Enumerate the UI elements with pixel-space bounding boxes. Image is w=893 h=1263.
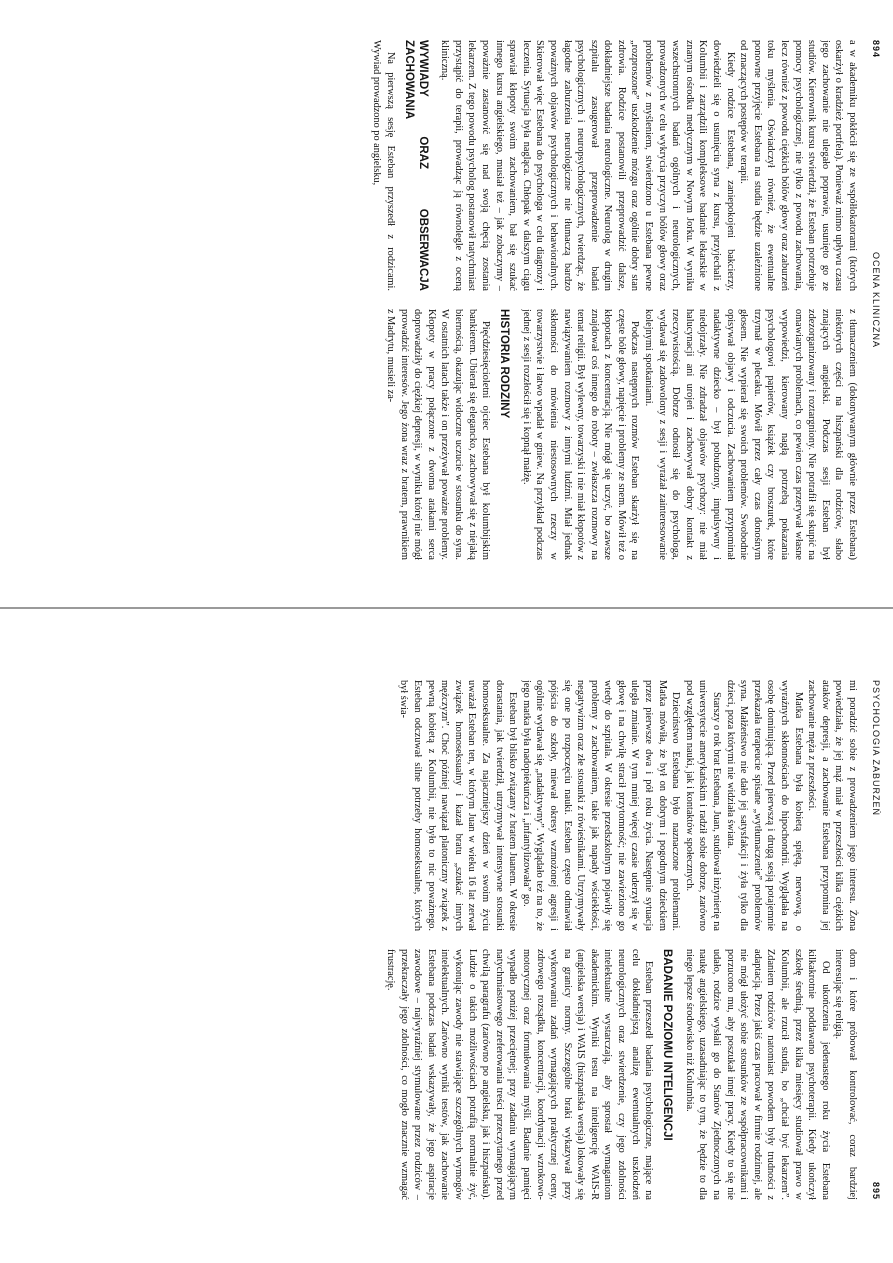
paragraph: Pięćdziesięcioletni ojciec Estebana był kolumbijskim bankierem. Ubierał się elegancko, zachowywał się z niejaką biernością, okazując widoczne uczucie w stosunku do syna. W ostatnich latach także i on przeżywał poważne problemy. Kłopoty w pracy połączone z dwoma atakami serca doprowadziły do ciężkiej depresji, w wyniku której nie mógł prowadzić interesów. Jego żona wraz z bratem, prawnikiem z Madrytu, musieli za- [385, 309, 492, 560]
paragraph: Starszy o rok brat Estebana, Juan, studiował inżynierię na uniwersytecie amerykańskim i radził sobie dobrze, zarówno pod względem nauki, jak i kontaktów społecznych. [683, 680, 723, 931]
page-fold-divider [0, 607, 893, 609]
section-heading: BADANIE POZIOMU INTELIGENCJI [661, 949, 674, 1141]
running-head [867, 40, 881, 560]
section-heading: WYWIADY ORAZ OBSERWACJA ZACHOWANIA [402, 40, 429, 291]
paragraph: z tłumaczeniem (dokonywanym głównie przez Estebana) niektórych części na hiszpański dla rodziców, słabo znających angielski. Podczas sesji Esteban był zdezorganizowany i roztargniony. Nie potrafił się skupić na omawianych problemach, co pewien czas przerywał własne wypowiedzi, kierowany nagłą potrzebą pokazania psychologowi papierów, książek czy broszurek, które trzymał w plecaku. Mówił przez cały czas donośnym głosem. Nie wypierał się swoich problemów. Swobodnie opisywał objawy i odczucia. Zachowaniem przypominał nadaktywne dziecko – był pobudzony, impulsywny i niedojrzały. Nie zdradzał objawów psychozy: nie miał halucynacji ani urojeń i zachowywał dobry kontakt z rzeczywistością. Dobrze odnosił się do psychologa, wydawał się zadowolony z sesji i wyrażał zainteresowanie kolejnymi spotkaniami. [643, 309, 858, 560]
page-894 [0, 0, 893, 600]
paragraph: Esteban przeszedł badania psychologiczne, mające na celu dokładniejszą analizę ewentualnych uszkodzeń neurologicznych oraz stwierdzenie, czy jego zdolności intelektualne wystarczają, aby sprostał wymaganiom akademickim. Wyniki testu na inteligencję WAIS-R (angielska wersja) i WAIS (hiszpańska wersja) lokowały się na granicy normy. Szczególne braki wykazywał przy wykonywaniu zadań wymagających praktycznej oceny, zdrowego rozsądku, koncentracji, koordynacji wzrokowo-motorycznej oraz formułowania myśli. Badanie pamięci wypadło poniżej przeciętnej; przy zadaniu wymagającym natychmiastowego zreferowania treści przeczytanego przed chwilą paragrafu (zarówno po angielsku, jak i hiszpańsku). Ludzie o takich możliwościach potrafią normalnie żyć, wykonując zawody nie stawiające szczególnych wymogów intelektualnych. Zarówno wyniki testów, jak zachowanie Estebana podczas badań wskazywały, że jego aspiracje zawodowe – najwyraźniej stymulowane przez rodziców – przekraczały jego zdolności, co mogło znacznie wzmagać frustrację. [385, 949, 655, 1200]
page-number: 894 [871, 40, 881, 59]
paragraph: Matka Estebana była kobietą spiętą, nerwową, o wyraźnych skłonnościach do hipochondrii. Wyglądała na osobę dominującą. Przed pierwszą i drugą sesją potajemnie przekazała terapeucie spisane „wytłumaczenie” problemów syna. Małżeństwo nie dało jej satysfakcji i żyła tylko dla dzieci, poza którymi nie widziała świata. [724, 680, 804, 931]
running-head-title: OCENA KLINICZNA [871, 251, 881, 349]
text-column [10, 309, 859, 560]
text-column [10, 40, 859, 291]
page-895 [0, 640, 893, 1240]
text-column [10, 949, 859, 1200]
paragraph: dom i które próbował kontrolować, coraz bardziej interesując się religią. [833, 949, 858, 1200]
running-head-title: PSYCHOLOGIA ZABURZEŃ [871, 680, 881, 817]
paragraph: Od ukończenia jedenastego roku życia Estebana kilkakrotnie poddawano psychoterapii. Kiedy ukończył szkołę średnią, przez kilka miesięcy studiował prawo w Kolumbii, ale rzucił studia, bo „chciał być lekarzem”. Zdaniem rodziców natomiast powodem były trudności z adaptacją. Przez jakiś czas pracował w firmie rodzinnej, ale nie mógł ułożyć sobie stosunków ze współpracownikami i porzucono mu, aby poszukał innej pracy. Kiedy to się nie udało, rodzice wysłali go do Stanów Zjednoczonych na naukę angielskiego, uzasadniając to tym, że będzie to dla niego lepsze środowisko niż Kolumbia. [683, 949, 831, 1200]
paragraph: Podczas następnych rozmów Esteban skarżył się na częste bóle głowy, napięcie i problemy ze snem. Mówił też o kłopotach z koncentracją. Nie mógł się uczyć, bo zawsze znajdował coś innego do roboty – zwłaszcza rozmowy na temat religii. Był wylewny, towarzyski i nie miał kłopotów z nawiązywaniem rozmowy z innymi ludźmi. Miał jednak skłonności do mówienia niestosownych rzeczy w towarzystwie i łatwo wpadał w gniew. Na przykład podczas jednej z sesji rozzłościł się i kopnął małżę. [520, 309, 641, 560]
paragraph: Esteban był blisko związany z bratem Juanem. W okresie dorastania, jak twierdził, utrzymywał intensywne stosunki homoseksualne. Za najaczniejszy dzień w swoim życiu uważał Esteban ten, w którym Juan w wieku 16 lat zerwał związek homoseksualny i kazał bratu „szukać innych mężczyzn”. Choć później nawiązał platoniczny związek z pewną kobietą z Kolumbii, nie było to nic poważnego. Esteban odczuwał silne potrzeby homoseksualne, których był świa- [398, 680, 519, 931]
paragraph: Na pierwszą sesję Esteban przyszedł z rodzicami. Wywiad prowadzono po angielsku, [371, 40, 396, 291]
text-column [10, 680, 859, 931]
paragraph: Kiedy rodzice Estebana, zaniepokojeni bakcierzy, dowiedzieli się o usunięciu syna z kursu, przyjechali z Kolumbii i zarządzili kompleksowe badanie lekarskie w znanym ośrodku medycznym w Nowym Jorku. W wyniku wszechstronnych badań ogólnych i neurologicznych, prowadzonych w celu wykrycia przyczyn bólów głowy oraz problemów z myśleniem, stwierdzono u Estebana pewne „rozproszone” uszkodzenie mózgu oraz ogólnie dobry stan zdrowia. Rodzice postanowili przeprowadzić dalsze, dokładniejsze badania neurologiczne. Neurolog w drugim szpitalu zasugerował przeprowadzenie badań psychologicznych i neuropsychologicznych, twierdząc, że łagodne zaburzenia neurologiczne nie tłumaczą bardzo poważnych objawów psychologicznych i behawioralnych. Skierował więc Estebana do psychologa w celu diagnozy i leczenia. Sytuacja była nagląca. Chłopak w dalszym ciągu sprawiał kłopoty swoim zachowaniem, bał się szukać innego kursu angielskiego, musiał też – jak zobaczymy – poważnie zastanowić się nad swoją chęcią zostania lekarzem. Z tego powodu psycholog postanowił natychmiast przystąpić do terapii, prowadząc ją równolegle z oceną kliniczną. [439, 40, 736, 291]
page-number: 895 [871, 1181, 881, 1200]
running-head [867, 680, 881, 1200]
section-heading: HISTORIA RODZINY [498, 309, 511, 419]
paragraph: a w akademiku pokłócił się ze współlokatorami (których oskarżył o kradzież portfela). Ponieważ mimo upływu czasu jego zachowanie nie ulegało poprawie, usunięto go ze studiów. Kierownik kursu stwierdził, że Esteban potrzebuje pomocy psychologicznej, nie tylko z powodu zachowania, lecz również z powodu ciężkich bólów głowy oraz zaburzeń toku myślenia. Oświadczył również, że ewentualne ponowne przyjęcie Estebana na studia będzie uzależnione od znaczących postępów w terapii. [738, 40, 858, 291]
paragraph: mi poradzić sobie z prowadzeniem jego interesu. Żona powiedziała, że jej mąż miał w przeszłości kilka ciężkich ataków depresji, a zachowanie Estebana przypomina jej zachowanie męża z przeszłości. [806, 680, 858, 931]
paragraph: Dzieciństwo Estebana było naznaczone problemami. Matka mówiła, że był on dobrym i pogodnym dzieckiem przez pierwsze dwa i pół roku życia. Następnie sytuacja uległa zmianie. W tym mniej więcej czasie uderzył się w głowę i na chwilę stracił przytomność; nie zawieziono go wtedy do szpitala. W okresie przedszkolnym pojawiły się problemy z zachowaniem, takie jak napady wściekłości, negatywizm oraz złe stosunki z rówieśnikami. Utrzymywały się one po rozpoczęciu nauki. Esteban często odmawiał pójścia do szkoły, miewał okresy wzmożonej agresji i ogólnie wydawał się „nadaktywny”. Wyglądało też na to, że jego matka była nadopiekuńcza i „infantylizowała” go. [520, 680, 682, 931]
